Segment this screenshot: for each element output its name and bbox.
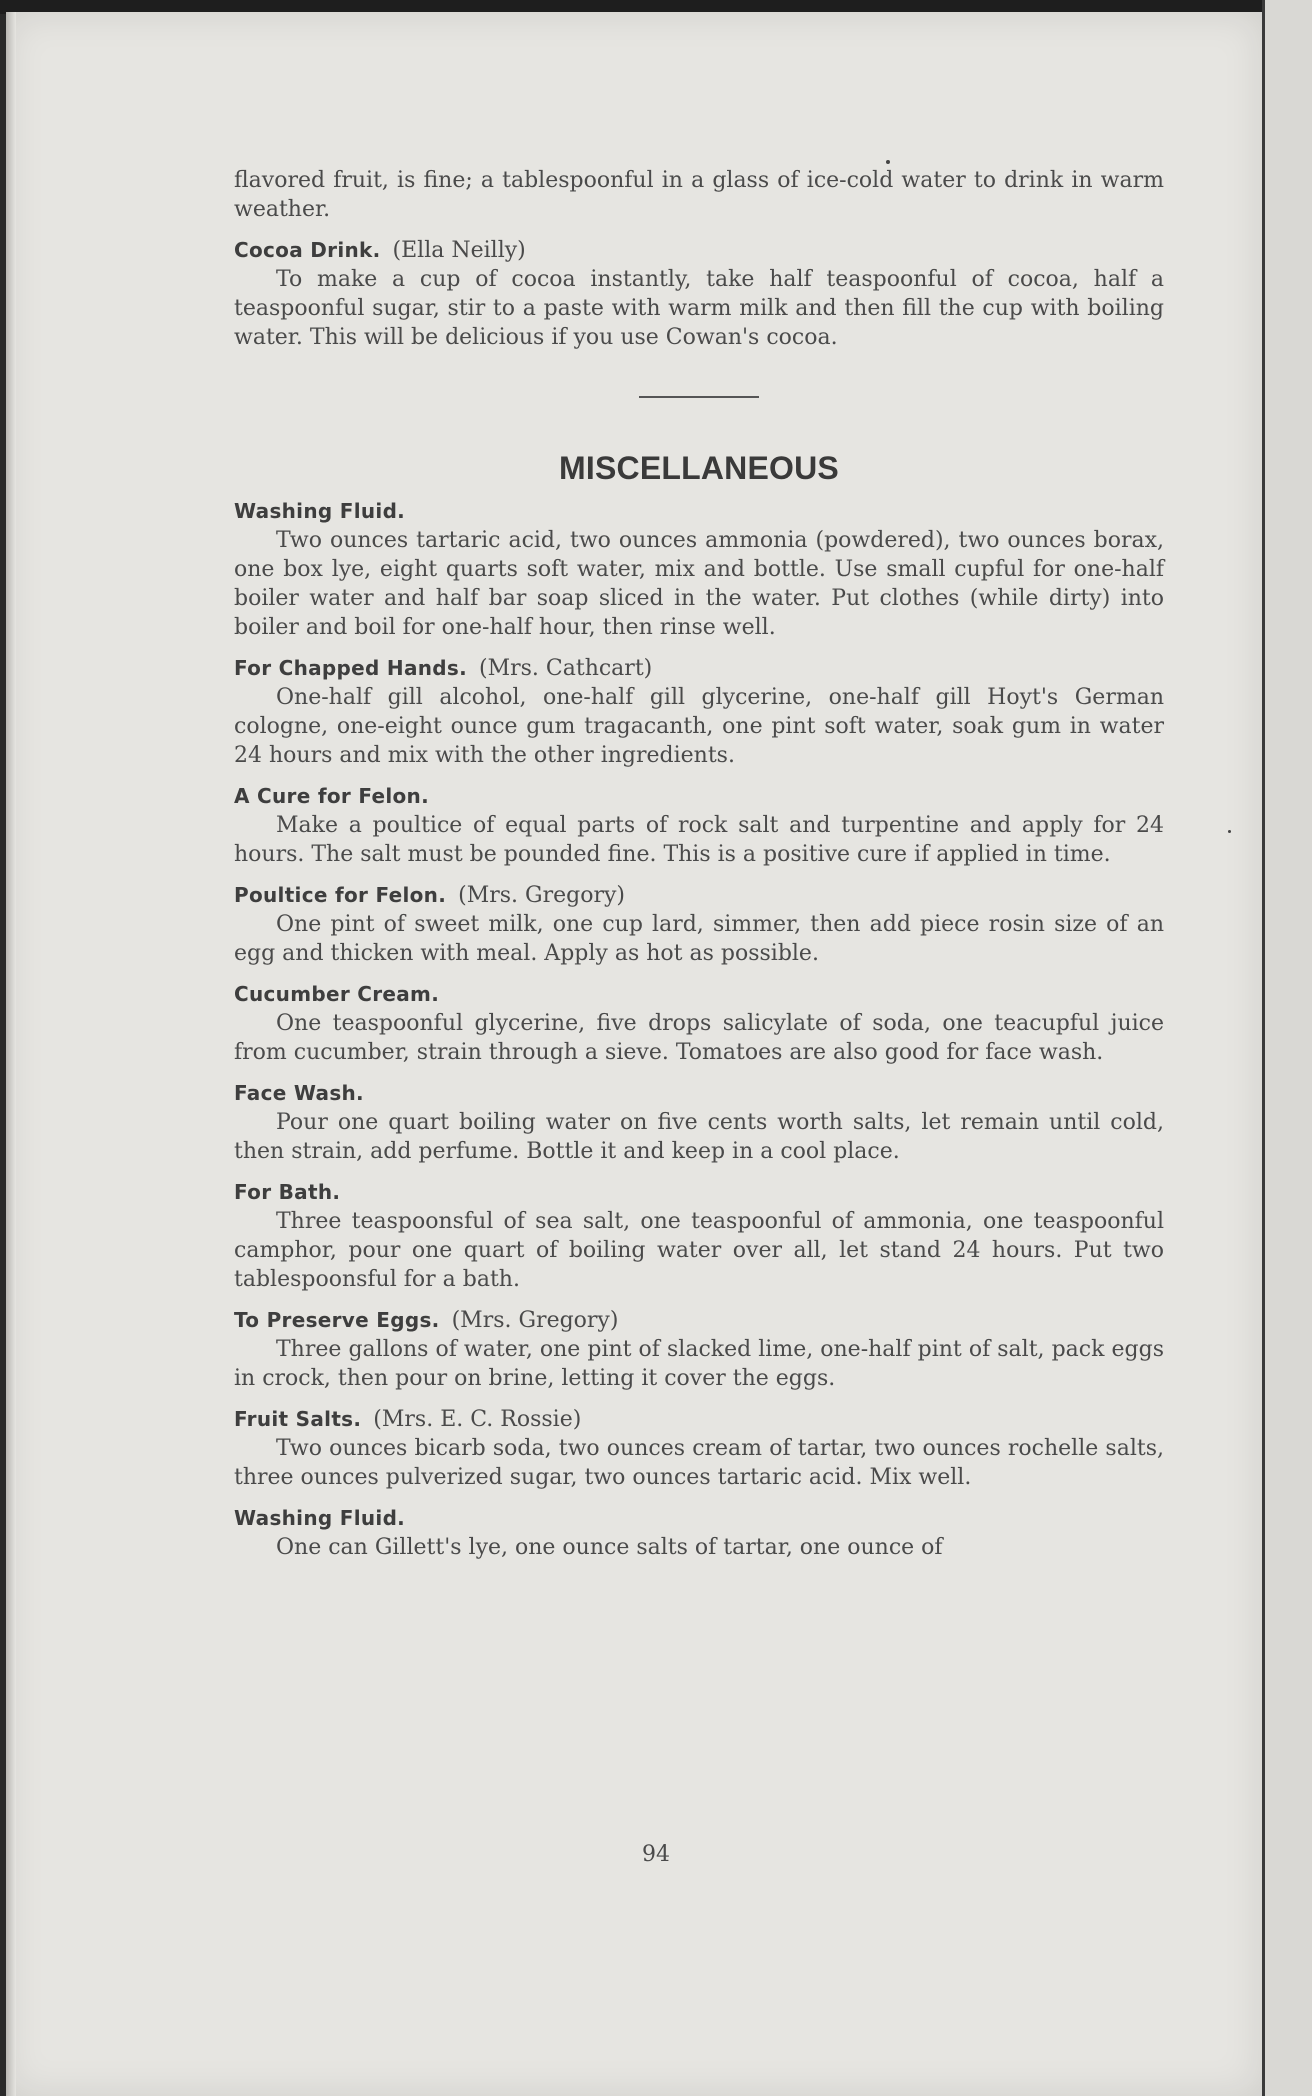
recipe-entry — [234, 980, 1164, 1067]
page-number: 94 — [642, 1842, 670, 1867]
section-divider — [639, 396, 759, 398]
recipe-title: Poultice for Felon. — [234, 883, 447, 907]
recipe-body: Two ounces bicarb soda, two ounces cream of tartar, two ounces rochelle salts, three ounces pulverized sugar, two ounces tartaric acid. Mix well. — [234, 1436, 1164, 1490]
recipe-entry — [234, 1178, 1164, 1294]
recipe-body: Make a poultice of equal parts of rock salt and turpentine and apply for 24 hours. The salt must be pounded fine. This is a positive cure if applied in time. — [234, 813, 1164, 867]
recipe-title: Cucumber Cream. — [234, 982, 440, 1006]
continued-paragraph: flavored fruit, is fine; a tablespoonful in a glass of ice-cold water to drink in warm weather. — [234, 168, 1164, 222]
recipe-entry — [234, 1079, 1164, 1166]
recipe-entry — [234, 1504, 1164, 1562]
recipe-title: Face Wash. — [234, 1081, 364, 1105]
recipe-body: One-half gill alcohol, one-half gill glycerine, one-half gill Hoyt's German cologne, one-eight ounce gum tragacanth, one pint soft water, soak gum in water 24 hours and mix with the other ingredients. — [234, 685, 1164, 768]
recipe-title: Washing Fluid. — [234, 1506, 406, 1530]
page-binding-edge — [6, 12, 16, 2096]
recipe-body: To make a cup of cocoa instantly, take half teaspoonful of cocoa, half a teaspoonful sugar, stir to a paste with warm milk and then fill the cup with boiling water. This will be delicious if you use Cowan's cocoa. — [234, 267, 1164, 350]
recipe-entry — [234, 881, 1164, 968]
recipe-title: To Preserve Eggs. — [234, 1308, 440, 1332]
recipe-attribution: (Mrs. Gregory) — [451, 1308, 619, 1333]
ink-speck — [1228, 830, 1231, 833]
recipe-attribution: (Mrs. E. C. Rossie) — [373, 1407, 582, 1432]
recipe-entry — [234, 1306, 1164, 1393]
recipe-title: A Cure for Felon. — [234, 784, 429, 808]
recipe-body: One teaspoonful glycerine, five drops salicylate of soda, one teacupful juice from cucumber, strain through a sieve. Tomatoes are also good for face wash. — [234, 1011, 1164, 1065]
recipe-entry — [234, 654, 1164, 770]
recipe-entry — [234, 497, 1164, 642]
recipe-title: Fruit Salts. — [234, 1407, 362, 1431]
recipe-title: Washing Fluid. — [234, 499, 406, 523]
recipe-list — [234, 497, 1164, 1562]
ink-speck — [886, 160, 890, 164]
recipe-attribution: (Mrs. Gregory) — [458, 883, 625, 908]
recipe-body: Pour one quart boiling water on five cents worth salts, let remain until cold, then strain, add perfume. Bottle it and keep in a cool place. — [234, 1110, 1164, 1164]
recipe-attribution: (Ella Neilly) — [392, 238, 526, 263]
recipe-title: Cocoa Drink. — [234, 238, 381, 262]
adjacent-page-edge — [1262, 0, 1312, 2096]
recipe-entry — [234, 1405, 1164, 1492]
recipe-body: One can Gillett's lye, one ounce salts of tartar, one ounce of — [276, 1535, 943, 1560]
recipe-body: One pint of sweet milk, one cup lard, simmer, then add piece rosin size of an egg and thicken with meal. Apply as hot as possible. — [234, 912, 1164, 966]
recipe-attribution: (Mrs. Cathcart) — [479, 656, 653, 681]
recipe-body: Three gallons of water, one pint of slacked lime, one-half pint of salt, pack eggs in crock, then pour on brine, letting it cover the eggs. — [234, 1337, 1164, 1391]
recipe-entry — [234, 782, 1164, 869]
recipe-title: For Bath. — [234, 1180, 341, 1204]
recipe-title: For Chapped Hands. — [234, 656, 467, 680]
section-title: MISCELLANEOUS — [559, 450, 839, 486]
recipe-cocoa-drink — [234, 236, 1164, 352]
recipe-body: Three teaspoonsful of sea salt, one teaspoonful of ammonia, one teaspoonful camphor, pour one quart of boiling water over all, let stand 24 hours. Put two tablespoonsful for a bath. — [234, 1209, 1164, 1292]
recipe-body: Two ounces tartaric acid, two ounces ammonia (powdered), two ounces borax, one box lye, eight quarts soft water, mix and bottle. Use small cupful for one-half boiler water and half bar soap sliced in the water. Put clothes (while dirty) into boiler and boil for one-half hour, then rinse well. — [234, 528, 1164, 640]
page-content — [234, 166, 1164, 1562]
